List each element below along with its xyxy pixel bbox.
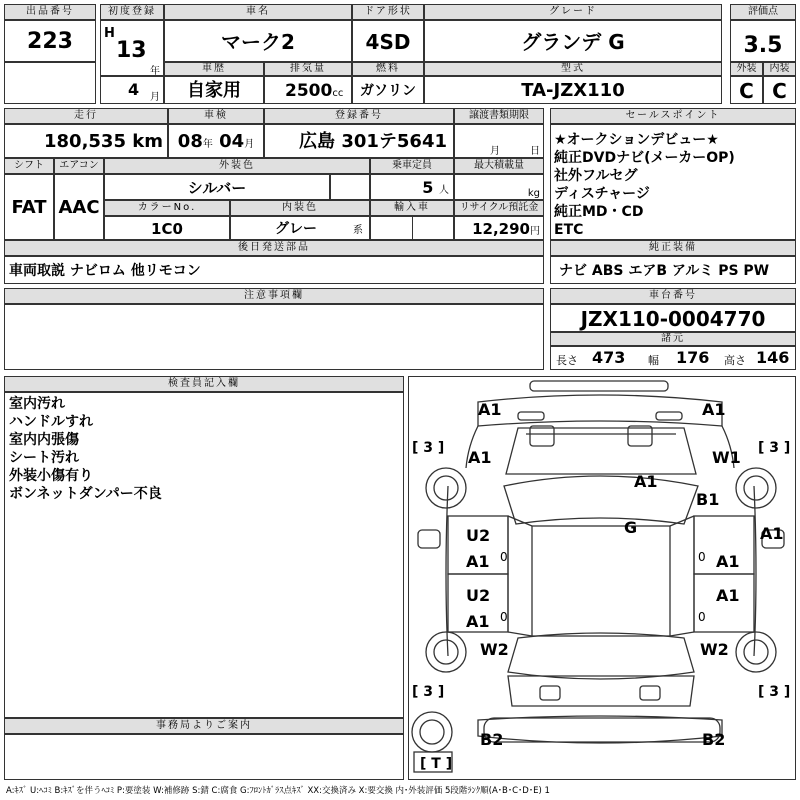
mark-fender-left: A1 [468, 448, 492, 467]
mark-fr-door-mid: 0 [698, 550, 706, 564]
first-reg-year: 13 [116, 38, 147, 63]
recycle-box [454, 216, 544, 240]
mark-rl-door-top: U2 [466, 586, 491, 605]
year-unit: 年 [150, 66, 160, 77]
color: シルバー [104, 174, 330, 200]
load-box [454, 174, 544, 200]
inspection-box [168, 124, 264, 158]
mark-rl-door-bottom: A1 [466, 612, 490, 631]
capacity: 5 [422, 178, 434, 197]
recycle: 12,290 [472, 220, 530, 238]
later-parts-label: 後日発送部品 [4, 240, 544, 256]
mark-rl-door-mid: 0 [500, 610, 508, 624]
sales-points-label: セールスポイント [550, 108, 796, 124]
mileage-unit: km [132, 131, 163, 152]
interior-label: 内装 [763, 62, 796, 76]
height: 146 [756, 348, 790, 367]
lot-number: 223 [4, 20, 96, 62]
color-label: 外装色 [104, 158, 370, 174]
shift-label: シフト [4, 158, 54, 174]
capacity-unit: 人 [439, 185, 449, 196]
sales-point: 純正DVDナビ(メーカーOP) [554, 150, 735, 166]
genuine-label: 純正装備 [550, 240, 796, 256]
insp-year-unit: 年 [202, 139, 213, 150]
model: TA-JZX110 [424, 76, 722, 104]
car-diagram [408, 376, 796, 780]
height-label: 高さ [724, 354, 746, 367]
int-color-box [230, 216, 370, 240]
capacity-label: 乗車定員 [370, 158, 454, 174]
later-parts: 車両取説 ナビロム 他リモコン [4, 256, 544, 284]
car-name: マーク2 [164, 20, 352, 62]
lot-blank [4, 62, 96, 104]
exterior-grade: C [730, 76, 763, 104]
mark-fl-door-top: U2 [466, 526, 491, 545]
displacement-unit: cc [332, 88, 344, 99]
sales-point: 社外フルセグ [554, 168, 638, 184]
office-label: 事務局よりご案内 [4, 718, 404, 734]
load-label: 最大積載量 [454, 158, 544, 174]
score: 3.5 [730, 20, 796, 62]
score-label: 評価点 [730, 4, 796, 20]
interior-grade: C [763, 76, 796, 104]
inspector-line: 室内汚れ [9, 396, 65, 412]
month-unit: 月 [150, 92, 160, 103]
mark-rr-door: A1 [716, 586, 740, 605]
inspector-line: 外装小傷有り [9, 468, 93, 484]
shift: FAT [4, 174, 54, 240]
spec-label: 諸元 [550, 332, 796, 346]
width: 176 [676, 348, 710, 367]
int-color: グレー [275, 221, 317, 237]
mileage-box [4, 124, 168, 158]
inspector-label: 検査員記入欄 [4, 376, 404, 392]
length: 473 [592, 348, 626, 367]
displacement-box [264, 76, 352, 104]
genuine-items: ナビ ABS エアB アルミ PS PW [550, 256, 796, 284]
tire-front-right: [ 3 ] [758, 440, 791, 456]
inspector-line: ハンドルすれ [9, 414, 93, 430]
sales-point: ETC [554, 222, 584, 238]
mark-rr-door-mid: 0 [698, 610, 706, 624]
legend: A:ｷｽﾞ U:ﾍｺﾐ B:ｷｽﾞを伴うﾍｺﾐ P:要塗装 W:補修跡 S:錆 C:腐食 G:ﾌﾛﾝﾄｶﾞﾗｽ点ｷｽﾞ XX:交換済み X:要交換 内･外装評価 5段階ﾗﾝｸ順(A･B･C･D･E) 1 [6, 786, 550, 796]
first-reg-label: 初度登録 [100, 4, 164, 20]
import-divider [412, 216, 413, 240]
door-type: 4SD [352, 20, 424, 62]
exterior-label: 外装 [730, 62, 763, 76]
sales-point: 純正MD・CD [554, 204, 644, 220]
plate-label: 登録番号 [264, 108, 454, 124]
car-name-label: 車名 [164, 4, 352, 20]
color-extra [330, 174, 370, 200]
mark-front-right: A1 [702, 400, 726, 419]
chassis-label: 車台番号 [550, 288, 796, 304]
transfer-month-unit: 月 [490, 146, 500, 157]
int-color-unit: 系 [353, 225, 363, 236]
tire-front-left: [ 3 ] [412, 440, 445, 456]
load-unit: kg [527, 188, 540, 199]
door-label: ドア形状 [352, 4, 424, 20]
first-reg-month: 4 [128, 80, 140, 99]
inspector-line: シート汚れ [9, 450, 79, 466]
chassis-number: JZX110-0004770 [550, 304, 796, 332]
width-label: 幅 [648, 354, 659, 367]
fuel-label: 燃料 [352, 62, 424, 76]
mileage-label: 走行 [4, 108, 168, 124]
mark-roof: G [624, 518, 638, 537]
capacity-box [370, 174, 454, 200]
era: H [104, 26, 115, 41]
notes-box [4, 304, 544, 370]
grade: グランデ G [424, 20, 722, 62]
inspector-line: ボンネットダンパー不良 [9, 486, 162, 502]
mileage: 180,535 [44, 131, 126, 152]
plate: 広島 301テ5641 [264, 124, 454, 158]
sales-point: ★オークションデビュー★ [554, 132, 719, 148]
mark-rear-left: B2 [480, 730, 504, 749]
color-no: 1C0 [104, 216, 230, 240]
sales-point: ディスチャージ [554, 186, 650, 202]
tire-rear-left: [ 3 ] [412, 684, 445, 700]
mark-front-left: A1 [478, 400, 502, 419]
inspection-label: 車検 [168, 108, 264, 124]
model-label: 型式 [424, 62, 722, 76]
mark-right-edge: A1 [760, 524, 784, 543]
insp-month: 04 [219, 131, 245, 152]
mark-fl-door-bottom: A1 [466, 552, 490, 571]
grade-label: グレード [424, 4, 722, 20]
length-label: 長さ [556, 354, 578, 367]
spare-tire: [ T ] [420, 756, 453, 772]
transfer-label: 譲渡書類期限 [454, 108, 544, 124]
color-no-label: カラーNo. [104, 200, 230, 216]
history: 自家用 [164, 76, 264, 104]
recycle-label: リサイクル預託金 [454, 200, 544, 216]
mark-rear-fender-left: W2 [480, 640, 509, 659]
import-label: 輸入車 [370, 200, 454, 216]
mark-fr-door: A1 [716, 552, 740, 571]
mark-door-right-front: B1 [696, 490, 720, 509]
mark-fl-door-mid: 0 [500, 550, 508, 564]
lot-label: 出品番号 [4, 4, 96, 20]
ac: AAC [54, 174, 104, 240]
int-color-label: 内装色 [230, 200, 370, 216]
mark-rear-fender-right: W2 [700, 640, 729, 659]
mark-fender-right: W1 [712, 448, 741, 467]
transfer-day-unit: 日 [530, 146, 540, 157]
notes-label: 注意事項欄 [4, 288, 544, 304]
insp-month-unit: 月 [244, 139, 255, 150]
tire-rear-right: [ 3 ] [758, 684, 791, 700]
history-label: 車歴 [164, 62, 264, 76]
recycle-unit: 円 [530, 226, 540, 237]
inspector-line: 室内内張傷 [9, 432, 79, 448]
sales-points-box [550, 124, 796, 240]
displacement: 2500 [285, 81, 333, 101]
ac-label: エアコン [54, 158, 104, 174]
displacement-label: 排気量 [264, 62, 352, 76]
inspector-box [4, 392, 404, 718]
insp-year: 08 [177, 131, 203, 152]
office-box [4, 734, 404, 780]
mark-hood: A1 [634, 472, 658, 491]
mark-rear-right: B2 [702, 730, 726, 749]
fuel: ガソリン [352, 76, 424, 104]
